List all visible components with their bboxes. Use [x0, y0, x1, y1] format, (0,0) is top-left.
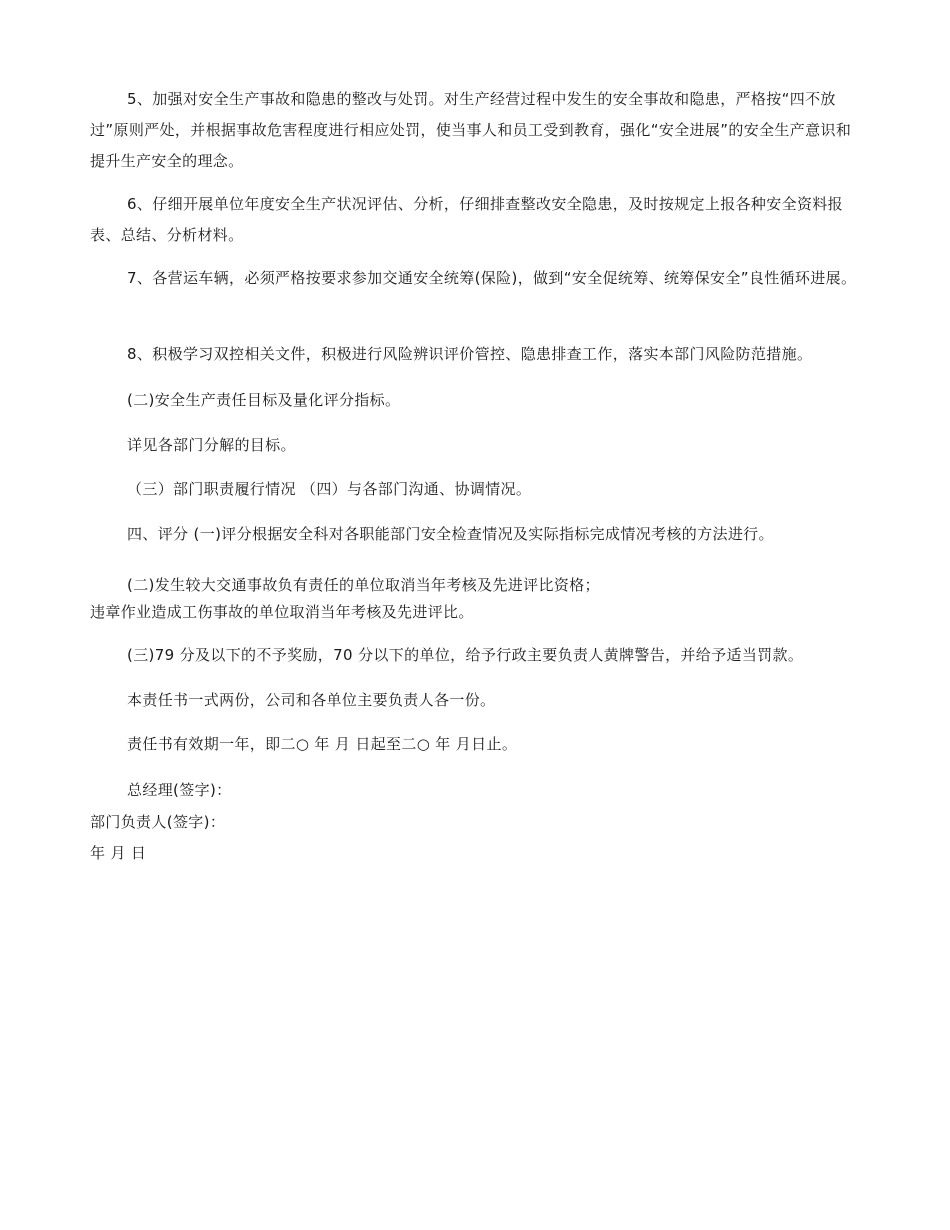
paragraph-item-7: 7、各营运车辆，必须严格按要求参加交通安全统筹(保险)，做到“安全促统筹、统筹保安全”良性循环进展。 — [127, 269, 857, 287]
section-2-heading: (二)安全生产责任目标及量化评分指标。 — [127, 391, 401, 409]
scoring-rule-2b: 违章作业造成工伤事故的单位取消当年考核及先进评比。 — [90, 603, 474, 621]
gm-signature-line: 总经理(签字)： — [127, 781, 232, 799]
paragraph-item-8: 8、积极学习双控相关文件，积极进行风险辨识评价管控、隐患排查工作，落实本部门风险防范措施。 — [127, 345, 813, 363]
paragraph-item-5: 5、加强对安全生产事故和隐患的整改与处罚。对生产经营过程中发生的安全事故和隐患，严格按“四不放过”原则严处，并根据事故危害程度进行相应处罚，使当事人和员工受到教育，强化“安全进展”的安全生产意识和提升生产安全的理念。 — [90, 90, 852, 170]
section-2-detail: 详见各部门分解的目标。 — [127, 436, 296, 454]
scoring-rule-3: (三)79 分及以下的不予奖励，70 分以下的单位，给予行政主要负责人黄牌警告，并给予适当罚款。 — [127, 646, 804, 664]
paragraph-item-6: 6、仔细开展单位年度安全生产状况评估、分析，仔细排查整改安全隐患，及时按规定上报各种安全资料报表、总结、分析材料。 — [90, 195, 843, 244]
validity-statement: 责任书有效期一年，即二○ 年 月 日起至二○ 年 月日止。 — [127, 735, 518, 753]
copies-statement: 本责任书一式两份，公司和各单位主要负责人各一份。 — [127, 691, 496, 709]
date-line: 年 月 日 — [90, 844, 147, 862]
dept-signature-line: 部门负责人(签字)： — [90, 813, 226, 831]
section-3-4-heading: （三）部门职责履行情况 （四）与各部门沟通、协调情况。 — [127, 480, 532, 498]
scoring-rule-2a: (二)发生较大交通事故负有责任的单位取消当年考核及先进评比资格； — [127, 576, 600, 594]
scoring-section: 四、评分 (一)评分根据安全科对各职能部门安全检查情况及实际指标完成情况考核的方法进行。 — [127, 525, 774, 543]
